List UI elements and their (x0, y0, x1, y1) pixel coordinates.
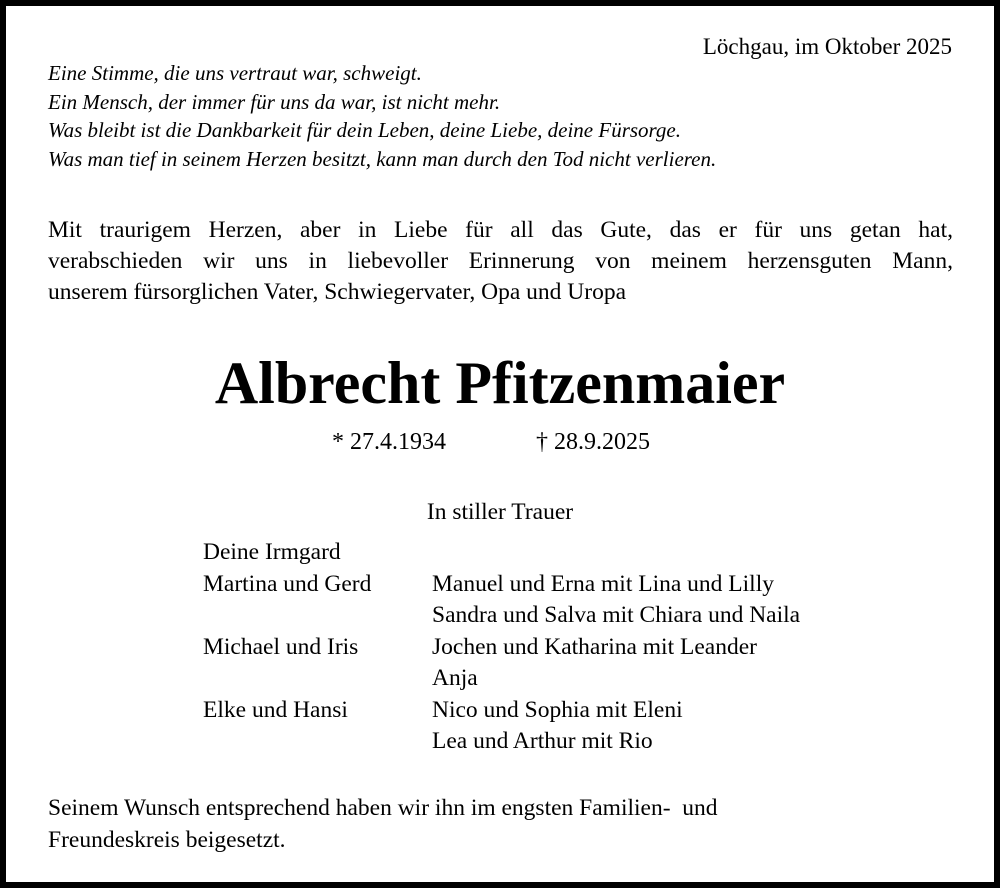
poem-line: Was man tief in seinem Herzen besitzt, kann man durch den Tod nicht verlieren. (48, 146, 717, 171)
intro-line: verabschieden wir uns in liebevoller Erinnerung von meinem herzensguten Mann, (48, 248, 953, 274)
intro-line: unserem fürsorglichen Vater, Schwiegervater, Opa und Uropa (48, 279, 627, 305)
intro-text (48, 215, 953, 308)
poem-line: Eine Stimme, die uns vertraut war, schweigt. (48, 61, 422, 85)
family-member: Martina und Gerd (203, 570, 372, 597)
family-member: Sandra und Salva mit Chiara und Naila (432, 602, 801, 628)
family-member: Michael und Iris (203, 633, 359, 660)
death-date: † 28.9.2025 (536, 429, 650, 455)
family-member: Deine Irmgard (203, 539, 341, 565)
mourning-line: In stiller Trauer (426, 499, 574, 525)
poem-line: Was bleibt ist die Dankbarkeit für dein Leben, deine Liebe, deine Fürsorge. (48, 118, 682, 142)
closing-line: Seinem Wunsch entsprechend haben wir ihn im engsten Familien- und (48, 795, 718, 821)
place-date: Löchgau, im Oktober 2025 (702, 34, 952, 59)
family-member: Manuel und Erna mit Lina und Lilly (432, 570, 774, 597)
family-member: Lea und Arthur mit Rio (432, 728, 653, 754)
closing-text (48, 793, 718, 856)
closing-line: Freundeskreis beigesetzt. (48, 826, 286, 853)
deceased-name: Albrecht Pfitzenmaier (214, 350, 786, 416)
intro-line: Mit traurigem Herzen, aber in Liebe für all das Gute, das er für uns getan hat, (48, 217, 953, 243)
birth-date: * 27.4.1934 (332, 429, 446, 455)
poem-line: Ein Mensch, der immer für uns da war, ist nicht mehr. (48, 89, 501, 114)
family-member: Nico und Sophia mit Eleni (432, 696, 683, 723)
poem (48, 59, 953, 173)
family-member: Elke und Hansi (203, 696, 348, 723)
family-member: Anja (432, 665, 478, 691)
family-member: Jochen und Katharina mit Leander (432, 633, 757, 660)
